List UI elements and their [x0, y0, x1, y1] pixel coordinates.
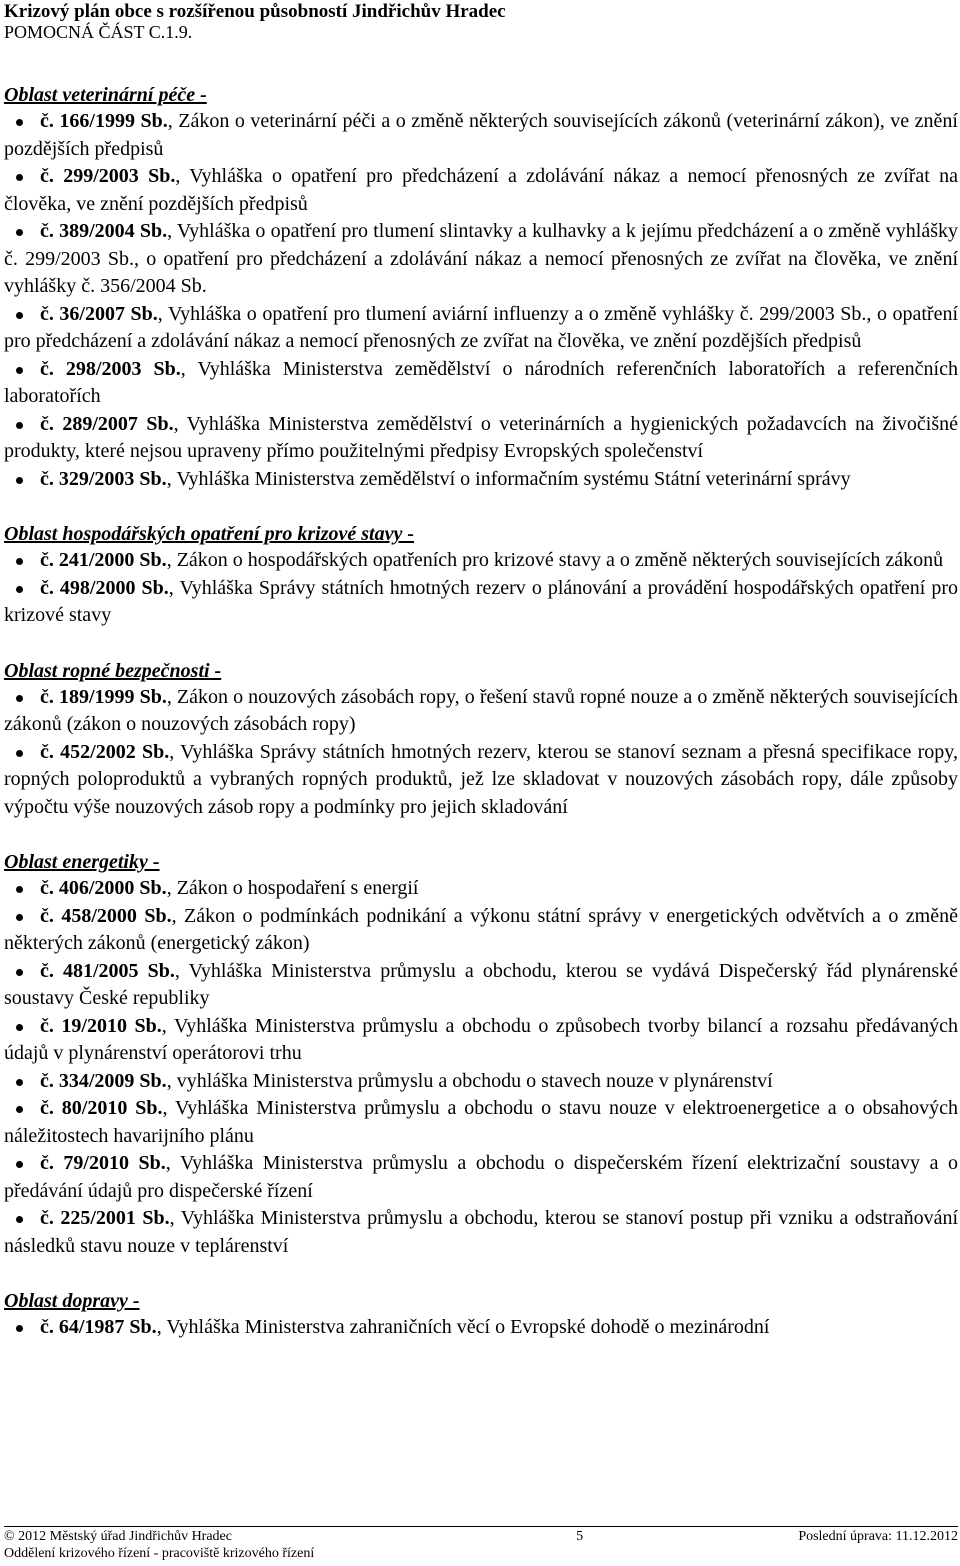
regulation-number: č. 166/1999 Sb.	[40, 110, 168, 132]
page-header	[4, 2, 506, 42]
regulation-description: , Vyhláška o opatření pro předcházení a zdolávání nákaz a nemocí přenosných ze zvířat na člověka, ve znění pozdějších předpisů	[4, 165, 958, 215]
regulation-list	[4, 684, 958, 822]
list-item	[4, 1205, 958, 1260]
regulation-description: , Vyhláška Ministerstva zemědělství o informačním systému Státní veterinární správy	[166, 467, 851, 490]
bullet-icon	[16, 969, 23, 976]
regulation-number: č. 334/2009 Sb.	[40, 1069, 167, 1092]
list-item	[4, 356, 958, 411]
regulation-description: , Vyhláška o opatření pro tlumení aviární influenzy a o změně vyhlášky č. 299/2003 Sb., o opatření pro předcházení a zdolávání nákaz a nemocí přenosných ze zvířat na člověka, ve znění pozdějších předpisů	[4, 302, 959, 352]
list-item	[4, 411, 958, 466]
bullet-icon	[16, 695, 23, 702]
list-item	[4, 739, 958, 822]
regulation-description: , Vyhláška o opatření pro tlumení slintavky a kulhavky a k jejímu předcházení a o změně vyhlášky č. 299/2003 Sb., o opatření pro předcházení a zdolávání nákaz a nemocí přenosných ze zvířat na člověka, ve znění vyhlášky č. 356/2004 Sb.	[4, 220, 958, 297]
section-title: Oblast hospodářských opatření pro krizové stavy -	[4, 523, 414, 545]
regulation-list	[4, 875, 958, 1260]
list-item	[4, 1095, 958, 1150]
regulation-number: č. 406/2000 Sb.	[40, 877, 167, 899]
regulation-number: č. 241/2000 Sb.	[40, 549, 167, 571]
bullet-icon	[16, 1161, 23, 1168]
regulation-number: č. 36/2007 Sb.	[40, 302, 158, 325]
regulation-description: , Vyhláška Ministerstva zahraničních věcí o Evropské dohodě o mezinárodní	[156, 1316, 770, 1338]
list-item	[4, 466, 958, 494]
bullet-icon	[16, 477, 23, 484]
legal-section	[4, 82, 958, 493]
bullet-icon	[16, 1024, 23, 1031]
bullet-icon	[16, 586, 23, 593]
regulation-number: č. 458/2000 Sb.	[40, 904, 172, 927]
list-item	[4, 1068, 958, 1096]
regulation-description: , Zákon o nouzových zásobách ropy, o řešení stavů ropné nouze a o změně některých souvisejících zákonů (zákon o nouzových zásobách ropy)	[4, 685, 958, 735]
page-number: 5	[576, 1529, 584, 1544]
bullet-icon	[16, 886, 23, 893]
bullet-icon	[16, 367, 23, 374]
list-item	[4, 1013, 958, 1068]
regulation-description: , Zákon o podmínkách podnikání a výkonu státní správy v energetických odvětvích a o změně některých zákonů (energetický zákon)	[4, 904, 958, 954]
bullet-icon	[16, 174, 23, 181]
list-item	[4, 575, 958, 630]
list-item	[4, 301, 958, 356]
bullet-icon	[16, 119, 23, 126]
document-subtitle: POMOCNÁ ČÁST C.1.9.	[4, 22, 193, 42]
regulation-list	[4, 1314, 958, 1342]
legal-section	[4, 521, 958, 630]
regulation-number: č. 79/2010 Sb.	[40, 1152, 166, 1174]
regulation-number: č. 389/2004 Sb.	[40, 220, 168, 242]
section-title: Oblast energetiky -	[4, 851, 160, 873]
regulation-description: , Zákon o hospodářských opatřeních pro krizové stavy a o změně některých souvisejících zákonů	[166, 549, 944, 571]
regulation-number: č. 189/1999 Sb.	[40, 685, 167, 708]
regulation-description: , Vyhláška Ministerstva průmyslu a obchodu o dispečerském řízení elektrizační soustavy a o předávání údajů pro dispečerské řízení	[4, 1152, 958, 1202]
footer-copyright: © 2012 Městský úřad Jindřichův Hradec	[4, 1529, 232, 1544]
regulation-number: č. 19/2010 Sb.	[40, 1014, 162, 1037]
regulation-list	[4, 108, 958, 493]
page-footer	[4, 1528, 958, 1562]
regulation-description: , Vyhláška Ministerstva zemědělství o veterinárních a hygienických požadavcích na živočišné produkty, které nejsou upraveny přímo použitelnými předpisy Evropských společenství	[4, 412, 958, 462]
bullet-icon	[16, 750, 23, 757]
regulation-number: č. 452/2002 Sb.	[40, 740, 170, 763]
bullet-icon	[16, 1216, 23, 1223]
regulation-number: č. 299/2003 Sb.	[40, 165, 176, 187]
regulation-description: , Vyhláška Ministerstva zemědělství o národních referenčních laboratořích a referenčních laboratořích	[4, 357, 958, 407]
bullet-icon	[16, 422, 23, 429]
regulation-description: , Vyhláška Ministerstva průmyslu a obchodu o stavu nouze v elektroenergetice a o obsahových náležitostech havarijního plánu	[4, 1097, 959, 1147]
regulation-description: , vyhláška Ministerstva průmyslu a obchodu o stavech nouze v plynárenství	[166, 1069, 773, 1092]
list-item	[4, 108, 958, 163]
regulation-number: č. 298/2003 Sb.	[40, 357, 181, 380]
regulation-description: , Zákon o hospodaření s energií	[166, 877, 419, 899]
list-item	[4, 1150, 958, 1205]
legal-section	[4, 1288, 958, 1342]
list-item	[4, 875, 958, 903]
regulation-description: , Vyhláška Ministerstva průmyslu a obchodu, kterou se stanoví postup při vzniku a odstraňování následků stavu nouze v teplárenství	[4, 1207, 959, 1257]
document-body	[4, 82, 958, 1342]
bullet-icon	[16, 229, 23, 236]
regulation-number: č. 80/2010 Sb.	[40, 1097, 163, 1119]
list-item	[4, 903, 958, 958]
document-title: Krizový plán obce s rozšířenou působností Jindřichův Hradec	[4, 1, 506, 22]
regulation-number: č. 289/2007 Sb.	[40, 412, 174, 435]
regulation-number: č. 498/2000 Sb.	[40, 576, 169, 599]
bullet-icon	[16, 558, 23, 565]
bullet-icon	[16, 1079, 23, 1086]
footer-department: Oddělení krizového řízení - pracoviště krizového řízení	[4, 1546, 315, 1561]
legal-section	[4, 658, 958, 822]
regulation-description: , Vyhláška Správy státních hmotných rezerv, kterou se stanoví seznam a přesná specifikace ropy, ropných poloproduktů a vybraných ropných produktů, jež lze skladovat v nouzových zásobách ropy, dále způsoby výpočtu výše nouzových zásob ropy a podmínky pro jejich skladování	[4, 740, 959, 818]
bullet-icon	[16, 1106, 23, 1113]
regulation-list	[4, 547, 958, 630]
regulation-number: č. 64/1987 Sb.	[40, 1316, 157, 1338]
list-item	[4, 958, 958, 1013]
bullet-icon	[16, 312, 23, 319]
list-item	[4, 547, 958, 575]
section-title: Oblast veterinární péče -	[4, 84, 207, 106]
regulation-description: , Zákon o veterinární péči a o změně některých souvisejících zákonů (veterinární zákon), ve znění pozdějších předpisů	[4, 110, 958, 160]
list-item	[4, 1314, 958, 1342]
list-item	[4, 218, 958, 301]
footer-last-update: Poslední úprava: 11.12.2012	[798, 1529, 958, 1544]
bullet-icon	[16, 914, 23, 921]
regulation-description: , Vyhláška Ministerstva průmyslu a obchodu, kterou se vydává Dispečerský řád plynárenské soustavy České republiky	[4, 959, 958, 1009]
list-item	[4, 684, 958, 739]
list-item	[4, 163, 958, 218]
bullet-icon	[16, 1325, 23, 1332]
section-title: Oblast ropné bezpečnosti -	[4, 659, 222, 682]
regulation-number: č. 481/2005 Sb.	[40, 959, 175, 982]
legal-section	[4, 849, 958, 1260]
footer-divider	[4, 1526, 958, 1527]
section-title: Oblast dopravy -	[4, 1290, 140, 1312]
regulation-number: č. 225/2001 Sb.	[40, 1207, 170, 1229]
regulation-description: , Vyhláška Ministerstva průmyslu a obchodu o způsobech tvorby bilancí a rozsahu předávaných údajů v plynárenství operátorovi trhu	[4, 1014, 958, 1064]
regulation-number: č. 329/2003 Sb.	[40, 467, 167, 490]
regulation-description: , Vyhláška Správy státních hmotných rezerv o plánování a provádění hospodářských opatření pro krizové stavy	[4, 576, 958, 626]
